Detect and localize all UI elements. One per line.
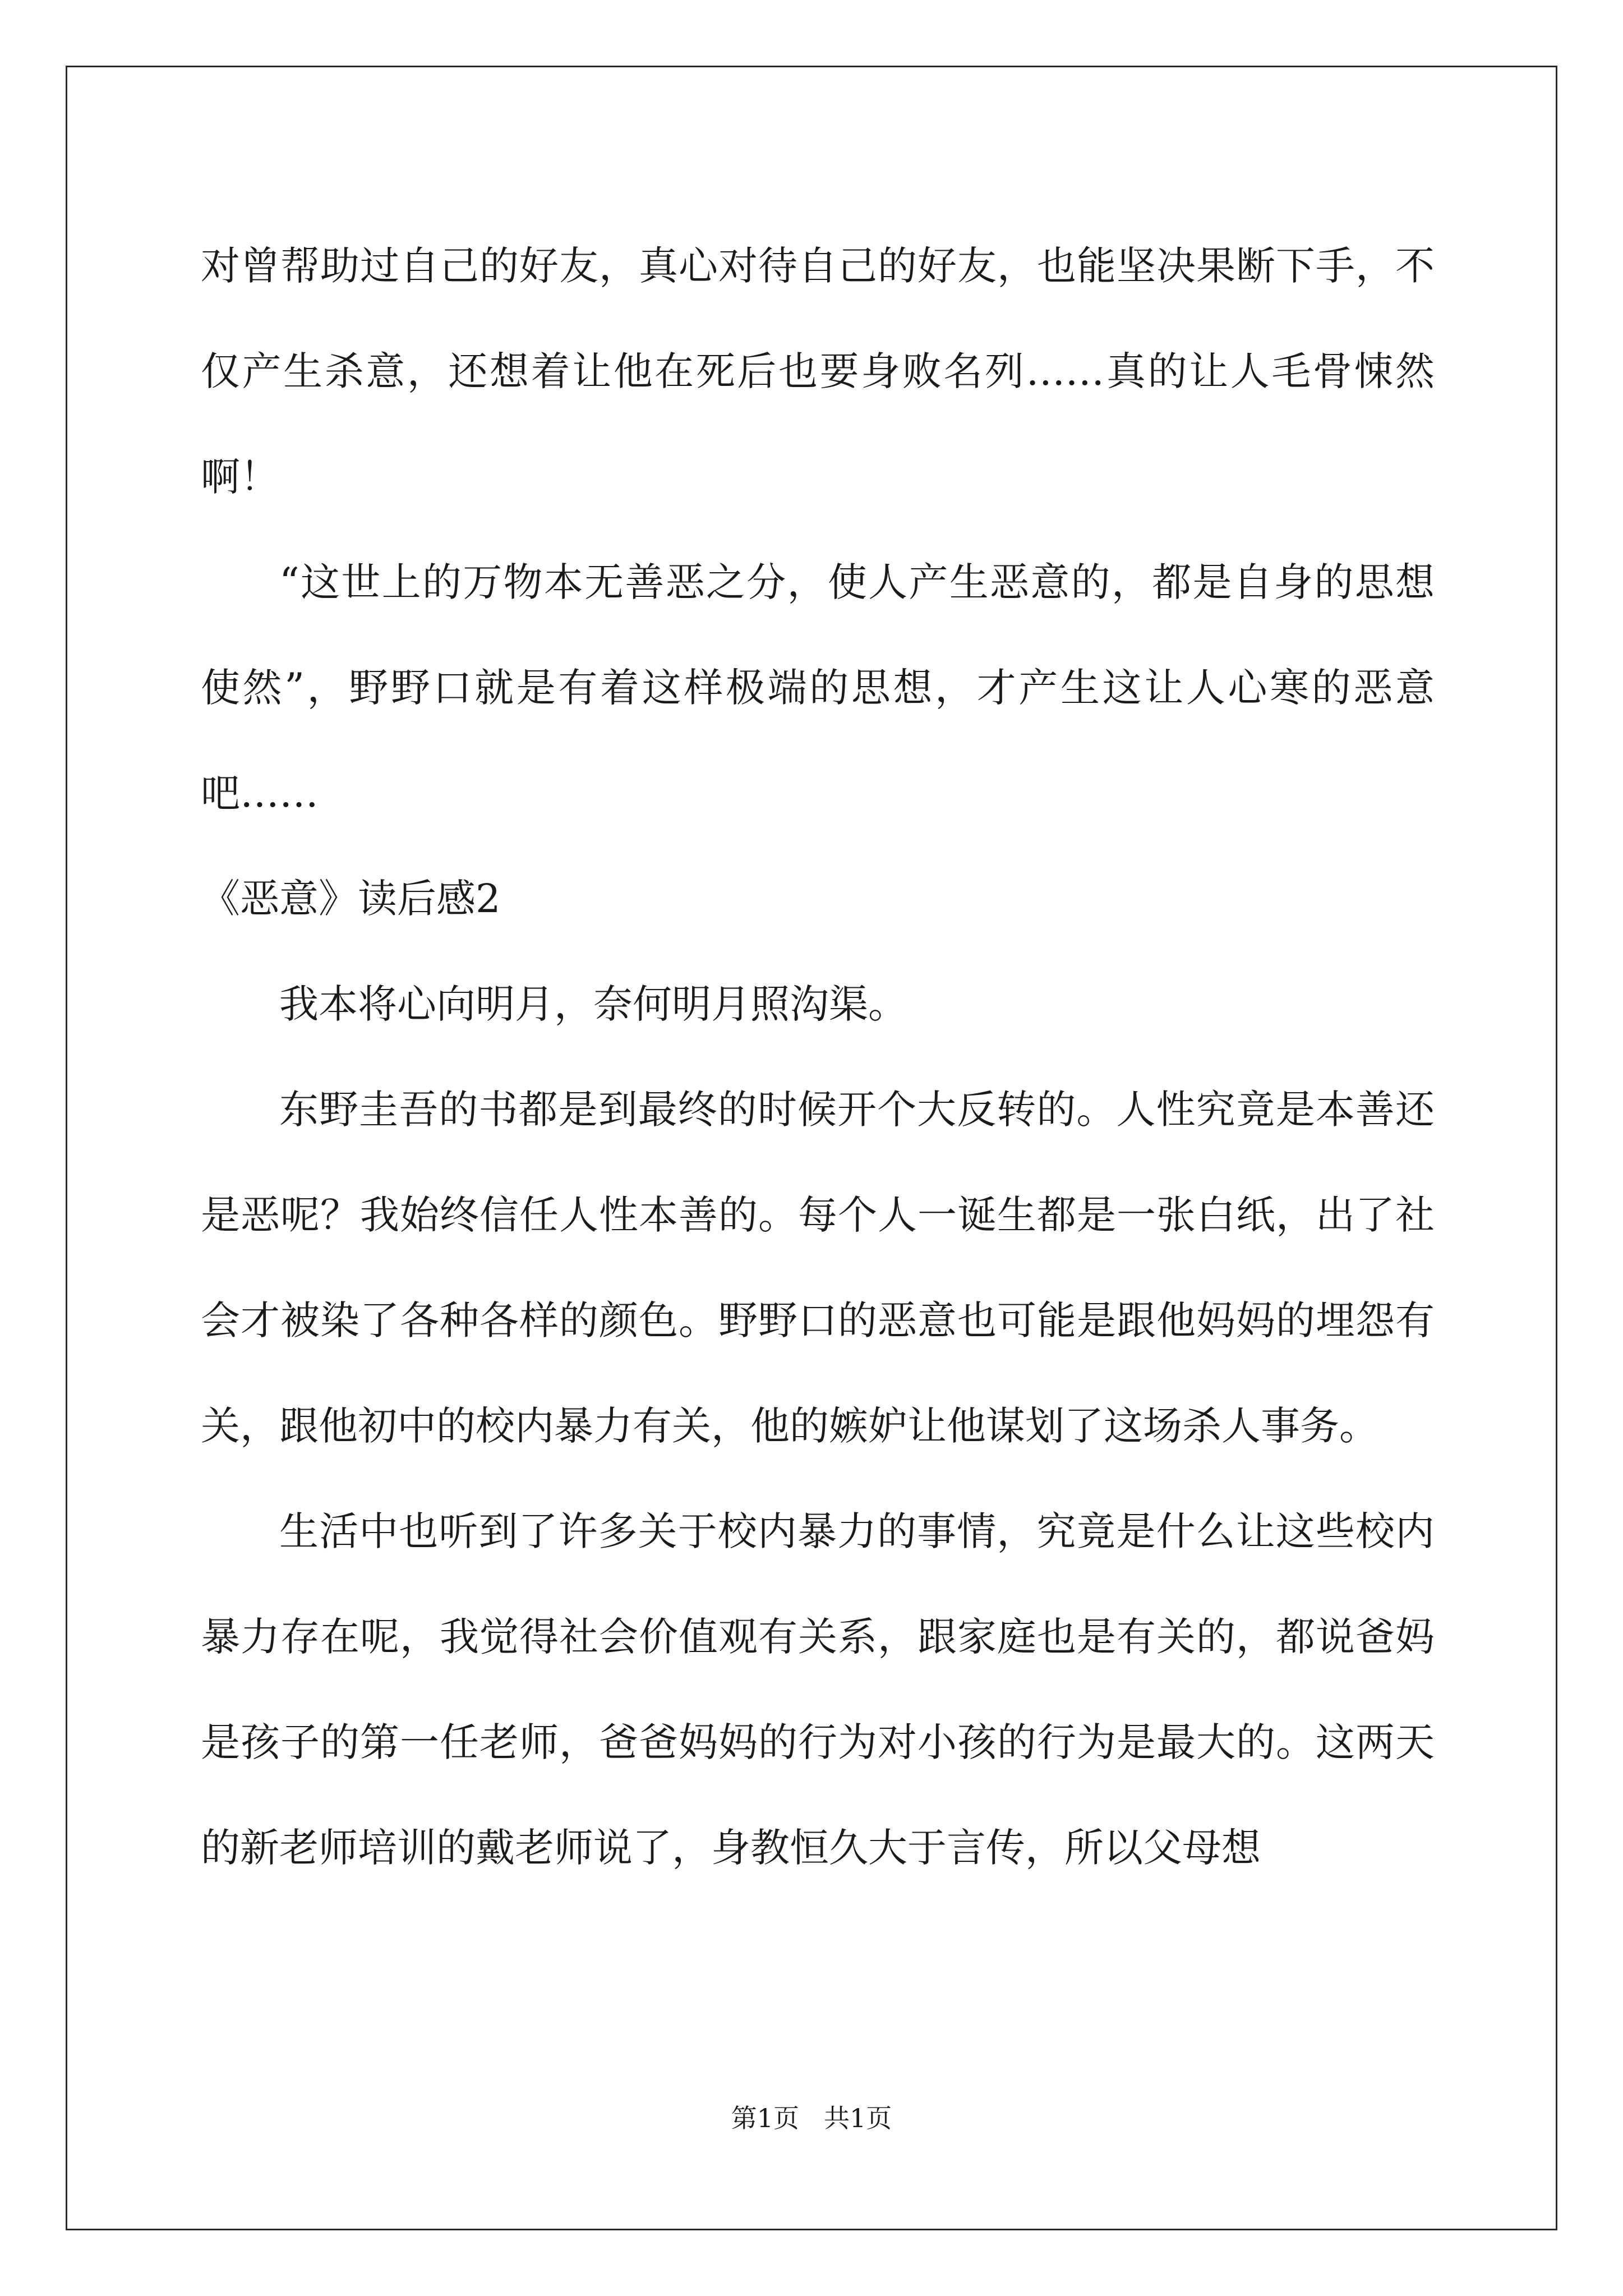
paragraph: “这世上的万物本无善恶之分，使人产生恶意的，都是自身的思想使然”，野野口就是有着这样极端的思想，才产生这让人心寒的恶意吧…… bbox=[201, 559, 1435, 816]
document-body bbox=[201, 213, 1435, 1901]
page-footer bbox=[0, 2098, 1623, 2135]
paragraph: 东野圭吾的书都是到最终的时候开个大反转的。人性究竟是本善还是恶呢？我始终信任人性本善的。每个人一诞生都是一张白纸，出了社会才被染了各种各样的颜色。野野口的恶意也可能是跟他妈妈的埋怨有关，跟他初中的校内暴力有关，他的嫉妒让他谋划了这场杀人事务。 bbox=[201, 1087, 1435, 1449]
paragraph: 生活中也听到了许多关于校内暴力的事情，究竟是什么让这些校内暴力存在呢，我觉得社会价值观有关系，跟家庭也是有关的，都说爸妈是孩子的第一任老师，爸爸妈妈的行为对小孩的行为是最大的。这两天的新老师培训的戴老师说了，身教恒久大于言传，所以父母想 bbox=[201, 1508, 1435, 1871]
page-total: 共1页 bbox=[823, 2103, 892, 2133]
section-heading: 《恶意》读后感2 bbox=[201, 876, 501, 922]
paragraph: 我本将心向明月，奈何明月照沟渠。 bbox=[279, 981, 907, 1027]
paragraph: 对曾帮助过自己的好友，真心对待自己的好友，也能坚决果断下手，不仅产生杀意，还想着让他在死后也要身败名列……真的让人毛骨悚然啊！ bbox=[201, 243, 1435, 500]
page-number: 第1页 bbox=[731, 2103, 800, 2133]
